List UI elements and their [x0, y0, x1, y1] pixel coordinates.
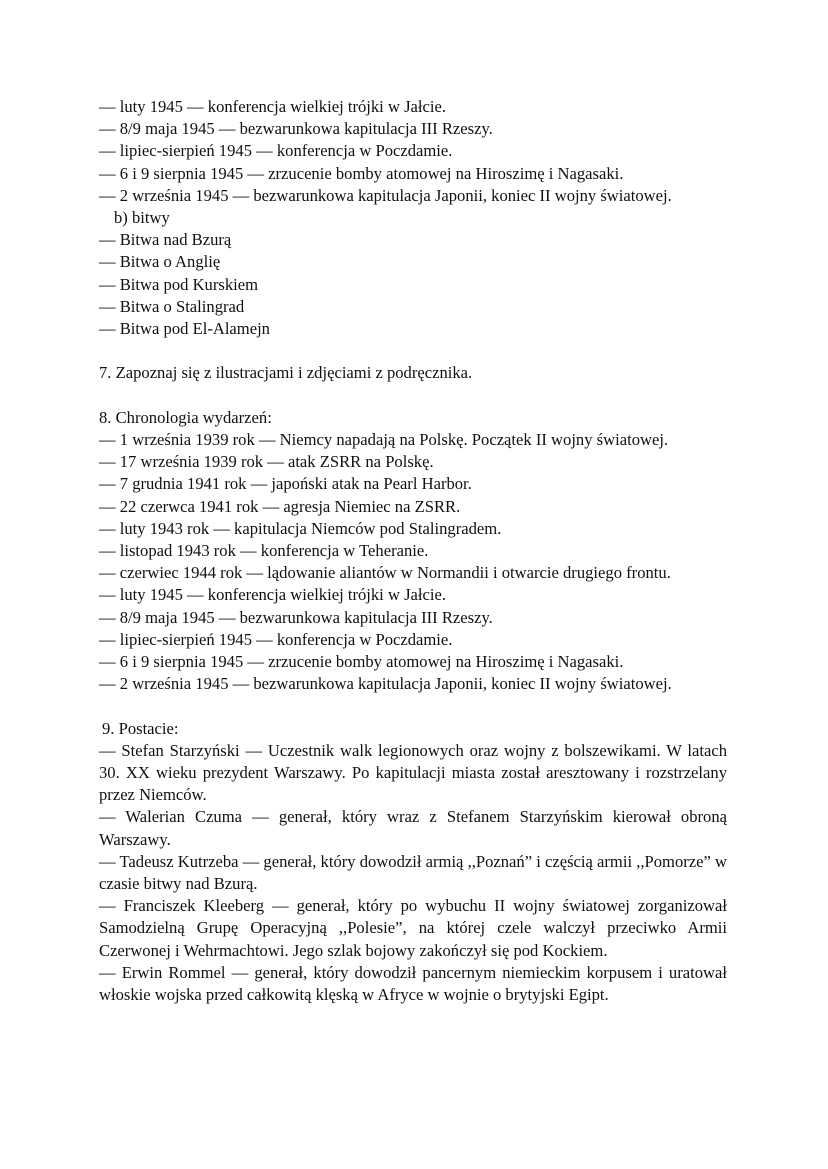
figure-entry: — Franciszek Kleeberg — generał, który po wybuchu II wojny światowej zorganizował Samodzielną Grupę Operacyjną ,,Polesie”, na której czele walczył przeciwko Armii Czerwonej i Wehrmachtowi. Jego szlak bojowy zakończył się pod Kockiem. [99, 896, 727, 960]
item-9-heading: 9. Postacie: [102, 718, 179, 738]
section-a-line: — 8/9 maja 1945 — bezwarunkowa kapitulacja III Rzeszy. [99, 119, 493, 139]
chronology-item: — luty 1945 — konferencja wielkiej trójki w Jałcie. [99, 585, 446, 605]
chronology-item: — 8/9 maja 1945 — bezwarunkowa kapitulacja III Rzeszy. [99, 607, 493, 627]
figure-entry: — Erwin Rommel — generał, który dowodził pancernym niemieckim korpusem i uratował włoskie wojska przed całkowitą klęską w Afryce w wojnie o brytyjski Egipt. [99, 962, 727, 1005]
battle-item: — Bitwa o Anglię [99, 252, 221, 272]
battle-item: — Bitwa o Stalingrad [99, 296, 245, 316]
chronology-item: — 1 września 1939 rok — Niemcy napadają na Polskę. Początek II wojny światowej. [99, 430, 669, 450]
figure-entry: — Tadeusz Kutrzeba — generał, który dowodził armią ,,Poznań” i częścią armii ,,Pomorze” w czasie bitwy nad Bzurą. [99, 851, 727, 894]
figure-entry: — Walerian Czuma — generał, który wraz z Stefanem Starzyńskim kierował obroną Warszawy. [99, 807, 727, 849]
chronology-item: — luty 1943 rok — kapitulacja Niemców pod Stalingradem. [99, 518, 502, 538]
chronology-item: — 7 grudnia 1941 rok — japoński atak na Pearl Harbor. [99, 474, 472, 494]
chronology-item: — 22 czerwca 1941 rok — agresja Niemiec na ZSRR. [99, 496, 461, 516]
item-8-heading: 8. Chronologia wydarzeń: [99, 407, 272, 427]
battle-item: — Bitwa pod El-Alamejn [99, 319, 270, 339]
document-page [99, 96, 727, 1006]
spacer [99, 385, 727, 407]
section-a-line: — 2 września 1945 — bezwarunkowa kapitulacja Japonii, koniec II wojny światowej. [99, 185, 672, 205]
section-a-line: — lipiec-sierpień 1945 — konferencja w Poczdamie. [99, 141, 453, 161]
section-b-heading: b) bitwy [114, 208, 170, 228]
chronology-item: — 6 i 9 sierpnia 1945 — zrzucenie bomby atomowej na Hiroszimę i Nagasaki. [99, 652, 624, 672]
battle-item: — Bitwa pod Kurskiem [99, 274, 259, 294]
chronology-item: — 2 września 1945 — bezwarunkowa kapitulacja Japonii, koniec II wojny światowej. [99, 674, 672, 694]
item-7: 7. Zapoznaj się z ilustracjami i zdjęciami z podręcznika. [99, 363, 473, 383]
chronology-item: — listopad 1943 rok — konferencja w Teheranie. [99, 541, 429, 561]
section-a-line: — 6 i 9 sierpnia 1945 — zrzucenie bomby atomowej na Hiroszimę i Nagasaki. [99, 163, 624, 183]
figure-entry: — Stefan Starzyński — Uczestnik walk legionowych oraz wojny z bolszewikami. W latach 30. XX wieku prezydent Warszawy. Po kapitulacji miasta został aresztowany i rozstrzelany przez Niemców. [99, 740, 727, 805]
chronology-item: — 17 września 1939 rok — atak ZSRR na Polskę. [99, 452, 434, 472]
spacer [99, 340, 727, 362]
chronology-item: — czerwiec 1944 rok — lądowanie aliantów w Normandii i otwarcie drugiego frontu. [99, 563, 671, 583]
chronology-item: — lipiec-sierpień 1945 — konferencja w Poczdamie. [99, 629, 453, 649]
spacer [99, 695, 727, 717]
section-a-line: — luty 1945 — konferencja wielkiej trójki w Jałcie. [99, 97, 446, 116]
battle-item: — Bitwa nad Bzurą [99, 230, 232, 250]
